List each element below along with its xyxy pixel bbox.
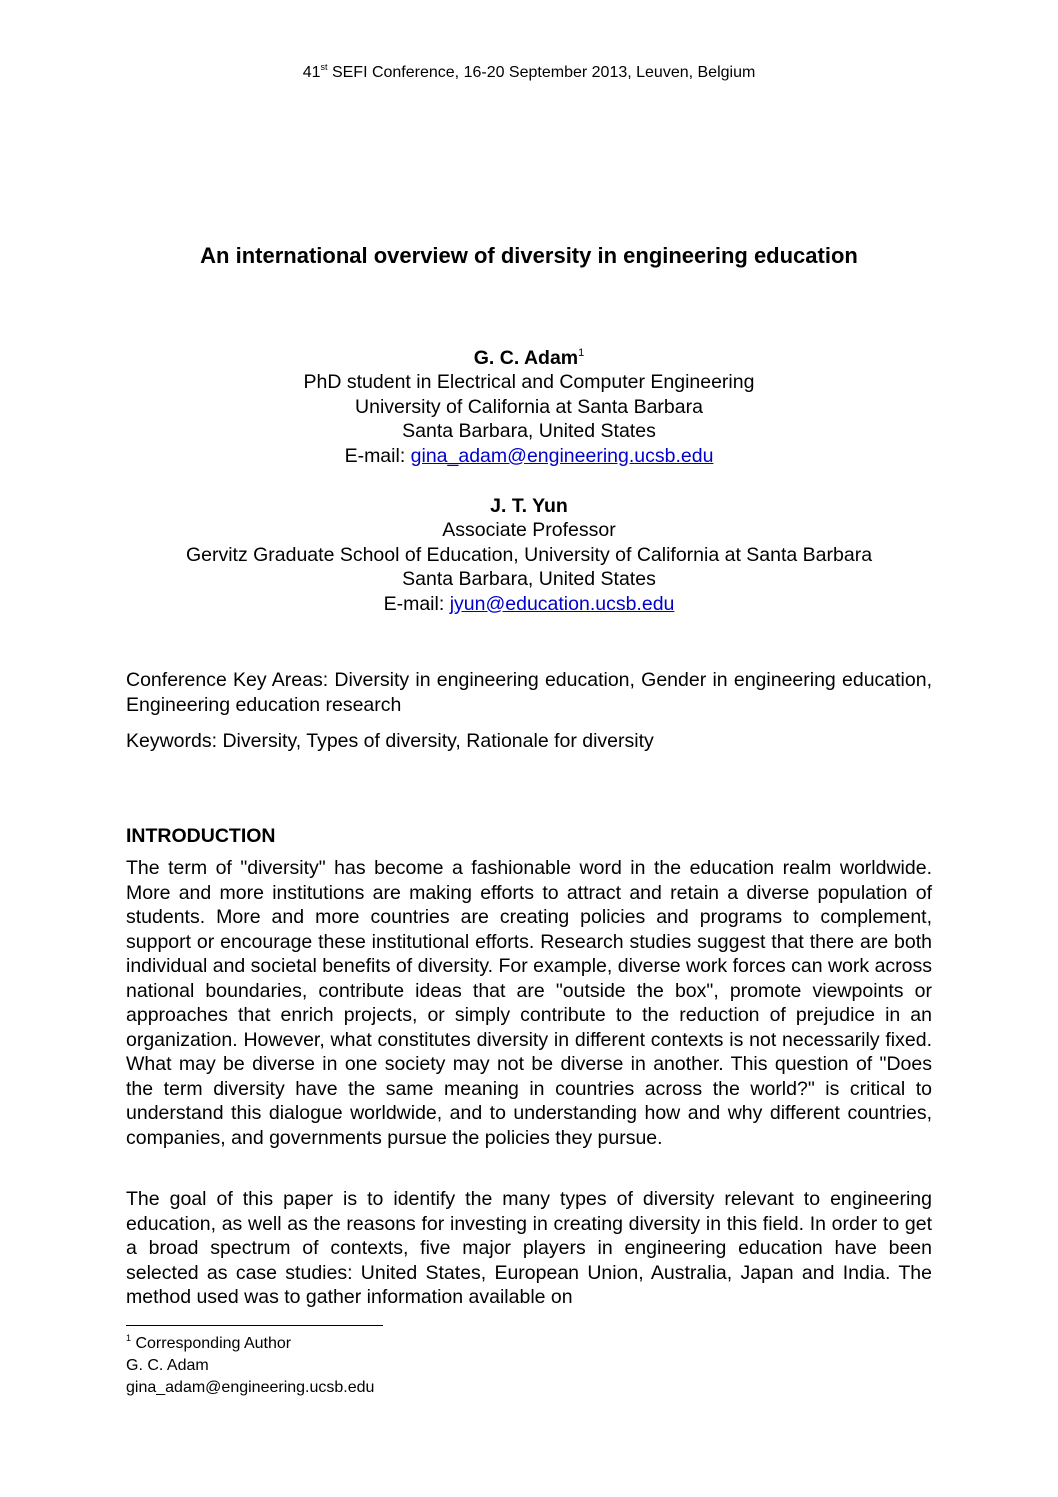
paragraph-text: The term of "diversity" has become a fashionable word in the education realm worldwide. More and more institutions are making efforts to attract and retain a diverse population of students. More and more countries are creating policies and programs to complement, support or encourage these institutional efforts. Research studies suggest that there are both individual and societal benefits of diversity. For example, diverse work forces can work across national boundaries, contribute ideas that are "outside the box", promote viewpoints or approaches that enrich projects, or simply contribute to the reduction of prejudice in an organization. However, what constitutes diversity in different contexts is not necessarily fixed. What may be diverse in one society may not be diverse in another. This question of "Does the term diversity have the same meaning in countries across the world?" is critical to understand this dialogue worldwide, and to understanding how and why different countries, companies, and governments pursue the policies they pursue.: [126, 857, 932, 1150]
footnote-marker[interactable]: 1: [578, 347, 585, 359]
footnote-number: 1: [126, 1333, 132, 1343]
author-affiliation: Gervitz Graduate School of Education, University of California at Santa Barbara: [185, 543, 873, 566]
paper-title: An international overview of diversity in engineering education: [200, 243, 858, 268]
footnote-label: Corresponding Author: [131, 1335, 292, 1352]
conference-ordinal: st: [320, 62, 328, 72]
email-label: E-mail:: [344, 444, 411, 467]
conference-number: 41: [302, 64, 321, 81]
author-position: Associate Professor: [442, 519, 616, 542]
intro-paragraph-2: [126, 1187, 932, 1310]
author-position: PhD student in Electrical and Computer Engineering: [303, 371, 755, 394]
email-label: E-mail:: [383, 592, 450, 615]
author-block-adam: [0, 346, 1058, 468]
author-name: G. C. Adam: [473, 347, 579, 369]
conference-header: [0, 63, 1058, 83]
conference-info: SEFI Conference, 16-20 September 2013, Leuven, Belgium: [327, 64, 756, 81]
author-email-line: [0, 592, 1058, 616]
email-link[interactable]: jyun@education.ucsb.edu: [449, 592, 675, 615]
section-heading-introduction: INTRODUCTION: [126, 825, 276, 847]
conference-key-areas: [126, 668, 932, 717]
author-location: Santa Barbara, United States: [402, 568, 656, 591]
author-email-line: [0, 444, 1058, 468]
keywords: [126, 729, 932, 754]
intro-paragraph-1: [126, 856, 932, 1151]
footnote-name: G. C. Adam: [126, 1357, 209, 1374]
author-name: J. T. Yun: [490, 495, 568, 517]
key-areas-text: Conference Key Areas: Diversity in engineering education, Gender in engineering education, Engineering education research: [126, 669, 932, 716]
footnote: [126, 1333, 374, 1399]
footnote-divider: [126, 1325, 383, 1326]
paragraph-text: The goal of this paper is to identify the many types of diversity relevant to engineering education, as well as the reasons for investing in creating diversity in this field. In order to get a broad spectrum of contexts, five major players in engineering education have been selected as case studies: United States, European Union, Australia, Japan and India. The method used was to gather information available on: [126, 1188, 932, 1309]
keywords-text: Keywords: Diversity, Types of diversity, Rationale for diversity: [126, 730, 654, 752]
email-link[interactable]: gina_adam@engineering.ucsb.edu: [410, 444, 714, 467]
author-affiliation: University of California at Santa Barbara: [355, 395, 703, 418]
author-block-yun: [0, 494, 1058, 616]
footnote-email: gina_adam@engineering.ucsb.edu: [126, 1379, 375, 1396]
author-location: Santa Barbara, United States: [402, 420, 656, 443]
